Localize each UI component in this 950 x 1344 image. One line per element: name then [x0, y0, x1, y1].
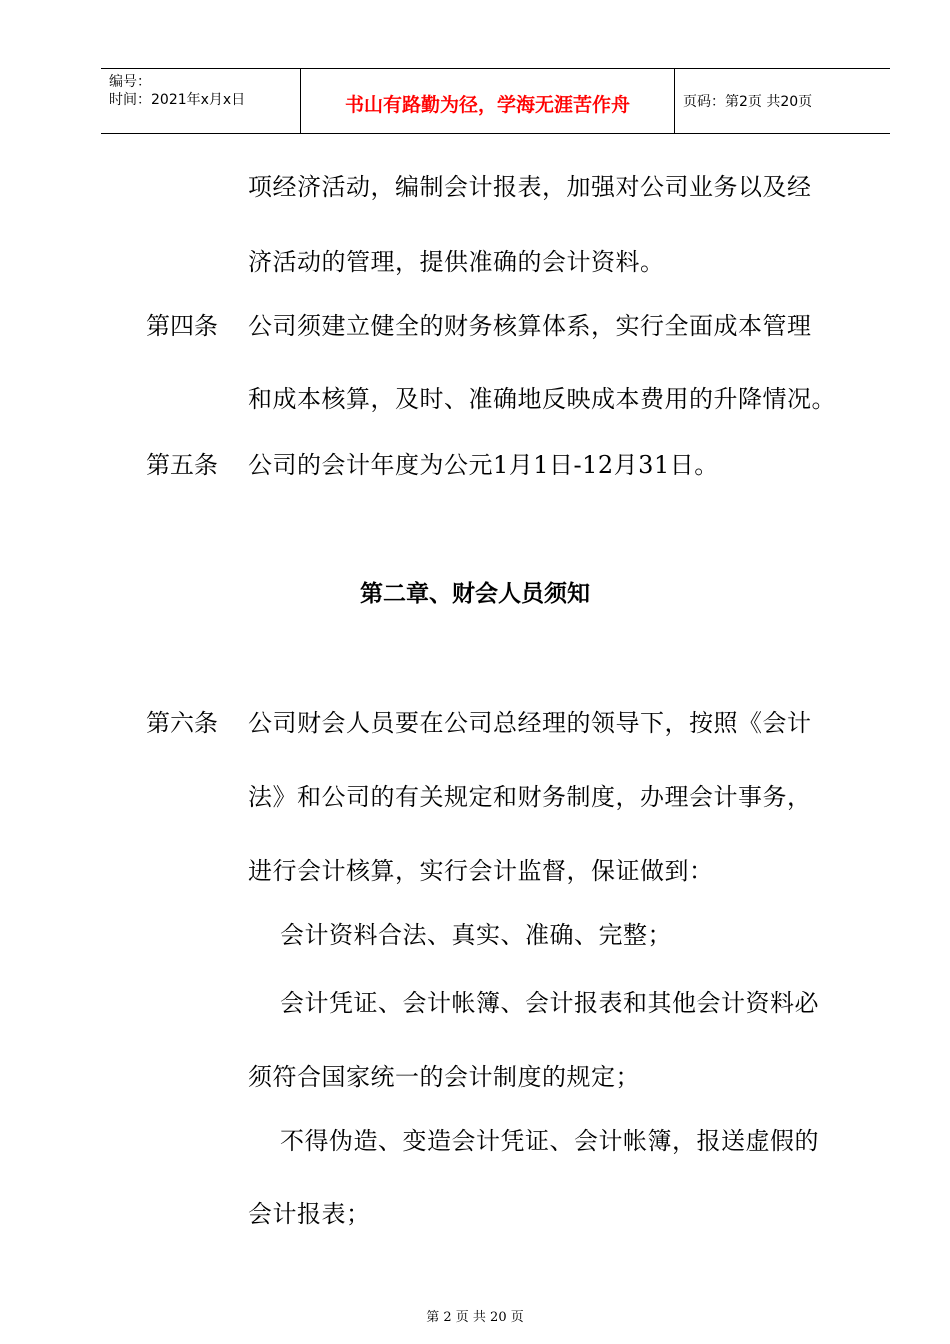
article-4-label: 第四条 — [146, 312, 218, 340]
serial-number-label: 编号： — [109, 74, 151, 90]
page-header — [101, 68, 890, 134]
article-6-label: 第六条 — [146, 709, 218, 737]
article-6-line: 公司财会人员要在公司总经理的领导下，按照《会计 — [248, 709, 812, 737]
header-page-info: 页码：第2页 共20页 — [683, 94, 813, 110]
article-6-line: 法》和公司的有关规定和财务制度，办理会计事务， — [248, 783, 812, 811]
list-item: 会计凭证、会计帐簿、会计报表和其他会计资料必 — [280, 989, 819, 1017]
article-4-line: 公司须建立健全的财务核算体系，实行全面成本管理 — [248, 312, 812, 340]
time-label: 时间：2021年x月x日 — [109, 92, 246, 108]
paragraph-line: 项经济活动，编制会计报表，加强对公司业务以及经 — [248, 173, 812, 201]
page-footer: 第 2 页 共 20 页 — [426, 1310, 524, 1325]
paragraph-line: 济活动的管理，提供准确的会计资料。 — [248, 248, 665, 276]
list-item-continuation: 会计报表； — [248, 1200, 371, 1228]
article-5-line: 公司的会计年度为公元1月1日-12月31日。 — [248, 451, 719, 479]
chapter-title: 第二章、财会人员须知 — [360, 581, 590, 607]
article-6-line: 进行会计核算，实行会计监督，保证做到： — [248, 857, 714, 885]
list-item: 不得伪造、变造会计凭证、会计帐簿，报送虚假的 — [280, 1127, 819, 1155]
list-item: 会计资料合法、真实、准确、完整； — [280, 921, 672, 949]
article-5-label: 第五条 — [146, 451, 218, 479]
header-meta — [101, 69, 301, 133]
list-item-continuation: 须符合国家统一的会计制度的规定； — [248, 1063, 640, 1091]
header-motto: 书山有路勤为径，学海无涯苦作舟 — [301, 69, 675, 133]
article-4-line: 和成本核算，及时、准确地反映成本费用的升降情况。 — [248, 385, 836, 413]
